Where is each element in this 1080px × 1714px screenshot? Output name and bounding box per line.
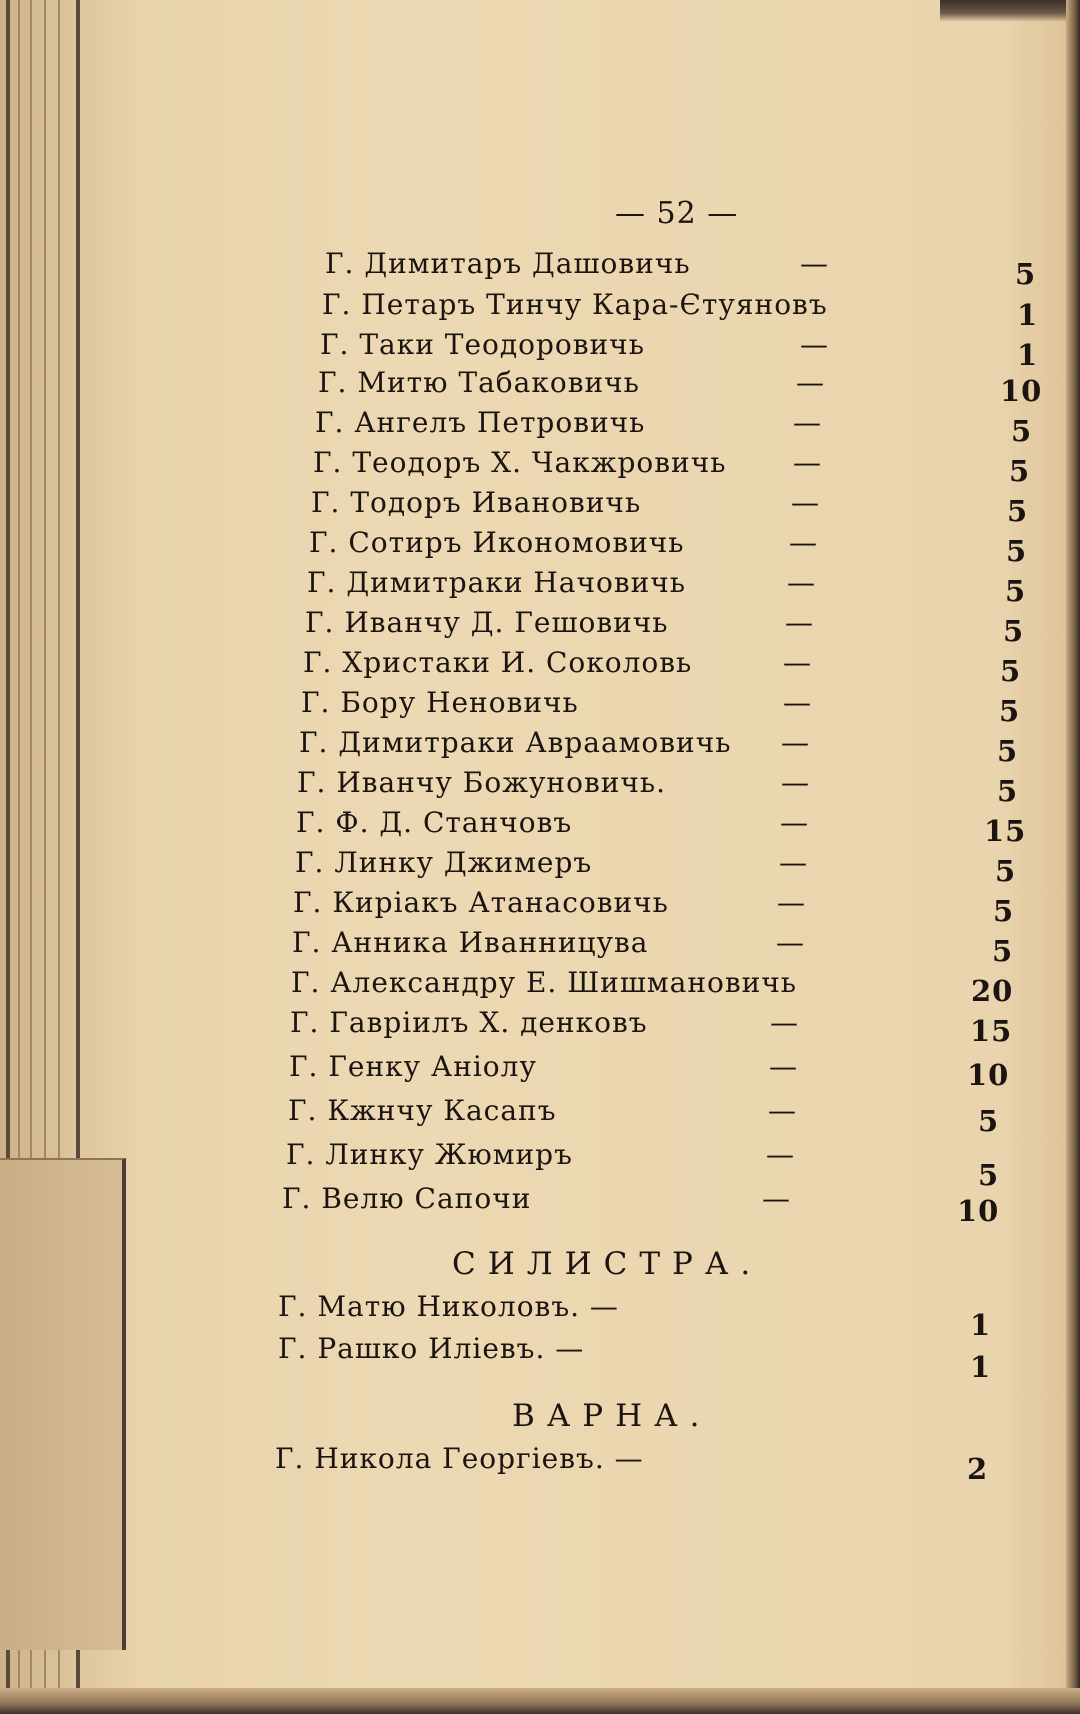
- section-heading-silistra: СИЛИСТРА.: [452, 1246, 763, 1282]
- donor-name: Г. Рашко Иліевъ. —: [278, 1332, 585, 1365]
- donation-amount: 5: [1015, 257, 1037, 291]
- binding-edge: [1066, 0, 1080, 1714]
- list-item: [293, 886, 1015, 928]
- donor-name: Г. Петаръ Тинчу Кара-Єтуяновъ: [322, 288, 828, 321]
- donor-name: Г. Митю Табаковичь: [318, 366, 640, 399]
- section-heading-varna: ВАРНА.: [512, 1398, 712, 1434]
- list-item: [282, 1182, 1000, 1228]
- list-item: [275, 1442, 989, 1486]
- binding-edge: [0, 1688, 1080, 1714]
- dash: —: [783, 646, 812, 679]
- dash: —: [777, 886, 806, 919]
- donor-name: Г. Христаки И. Соколовь: [303, 646, 693, 679]
- list-item: [309, 526, 1028, 568]
- dash: —: [787, 566, 816, 599]
- dash: —: [768, 1094, 797, 1127]
- dash: —: [793, 406, 822, 439]
- dash: —: [769, 1050, 798, 1083]
- donor-name: Г. Бору Неновичь: [301, 686, 579, 719]
- dash: —: [781, 726, 810, 759]
- donation-amount: 5: [997, 734, 1019, 768]
- donor-name: Г. Матю Николовъ. —: [278, 1290, 619, 1323]
- donor-name: Г. Линку Джимеръ: [295, 846, 593, 879]
- donor-name: Г. Иванчу Божуновичь.: [297, 766, 667, 799]
- page-number: — 52 —: [615, 196, 739, 231]
- donor-name: Г. Сотиръ Икономовичь: [309, 526, 685, 559]
- donation-amount: 5: [1009, 454, 1031, 488]
- donation-amount: 10: [967, 1058, 1010, 1092]
- list-item: [295, 846, 1017, 888]
- donation-amount: 5: [993, 894, 1015, 928]
- donor-name: Г. Александру Е. Шишмановичь: [291, 966, 798, 999]
- list-item: [313, 446, 1031, 488]
- donation-amount: 5: [997, 774, 1019, 808]
- donation-amount: 5: [978, 1158, 1000, 1192]
- donation-amount: 1: [1017, 298, 1039, 332]
- donation-amount: 1: [970, 1350, 992, 1384]
- donation-amount: 10: [957, 1194, 1000, 1228]
- donation-amount: 5: [978, 1104, 1000, 1138]
- list-item: [322, 288, 1039, 332]
- donor-name: Г. Велю Сапочи: [282, 1182, 532, 1215]
- donor-name: Г. Генку Аніолу: [289, 1050, 537, 1083]
- list-item: [299, 726, 1019, 768]
- dash: —: [779, 846, 808, 879]
- page-insert: [0, 1158, 126, 1650]
- list-item: [288, 1094, 1000, 1138]
- donor-name: Г. Таки Теодоровичь: [320, 328, 645, 361]
- dash: —: [781, 766, 810, 799]
- donor-name: Г. Димитраки Авраамовичь: [299, 726, 732, 759]
- list-item: [325, 247, 1037, 291]
- list-item: [301, 686, 1021, 728]
- donor-name: Г. Анника Иванницува: [292, 926, 649, 959]
- dash: —: [789, 526, 818, 559]
- donor-name: Г. Теодоръ Х. Чакжровичь: [313, 446, 727, 479]
- dash: —: [762, 1182, 791, 1215]
- list-item: [315, 406, 1033, 448]
- dash: —: [783, 686, 812, 719]
- donation-amount: 5: [1011, 414, 1033, 448]
- donation-amount: 5: [999, 694, 1021, 728]
- list-item: [303, 646, 1022, 688]
- donation-amount: 1: [1017, 338, 1039, 372]
- donation-amount: 15: [984, 814, 1027, 848]
- dash: —: [766, 1138, 795, 1171]
- donor-name: Г. Иванчу Д. Гешовичь: [305, 606, 669, 639]
- list-item: [311, 486, 1029, 528]
- list-item: [296, 806, 1027, 848]
- dash: —: [780, 806, 809, 839]
- donor-name: Г. Ф. Д. Станчовъ: [296, 806, 573, 839]
- dash: —: [785, 606, 814, 639]
- list-item: [290, 1006, 1013, 1048]
- donor-name: Г. Никола Георгіевъ. —: [275, 1442, 644, 1475]
- list-item: [291, 966, 1014, 1008]
- donation-amount: 5: [1005, 574, 1027, 608]
- donation-amount: 5: [1003, 614, 1025, 648]
- donation-amount: 1: [970, 1308, 992, 1342]
- dash: —: [800, 247, 829, 280]
- donor-name: Г. Ангелъ Петровичь: [315, 406, 646, 439]
- binding-corner: [940, 0, 1080, 22]
- donor-name: Г. Димитаръ Дашовичь: [325, 247, 691, 280]
- list-item: [286, 1138, 1000, 1192]
- donation-amount: 2: [967, 1452, 989, 1486]
- donation-amount: 5: [1006, 534, 1028, 568]
- list-item: [292, 926, 1014, 968]
- donation-amount: 5: [992, 934, 1014, 968]
- list-item: [318, 366, 1043, 408]
- list-item: [305, 606, 1025, 648]
- dash: —: [770, 1006, 799, 1039]
- list-item: [278, 1290, 992, 1342]
- donor-name: Г. Киріакъ Атанасовичь: [293, 886, 669, 919]
- donation-amount: 10: [1000, 374, 1043, 408]
- dash: —: [791, 486, 820, 519]
- donor-name: Г. Линку Жюмиръ: [286, 1138, 573, 1171]
- donor-name: Г. Кжнчу Касапъ: [288, 1094, 557, 1127]
- dash: —: [793, 446, 822, 479]
- dash: —: [800, 328, 829, 361]
- donation-amount: 5: [995, 854, 1017, 888]
- list-item: [278, 1332, 992, 1384]
- donor-name: Г. Гавріилъ Х. денковъ: [290, 1006, 648, 1039]
- list-item: [320, 328, 1039, 372]
- list-item: [289, 1050, 1010, 1092]
- dash: —: [776, 926, 805, 959]
- donor-name: Г. Димитраки Начовичь: [307, 566, 687, 599]
- list-item: [307, 566, 1027, 608]
- donation-amount: 5: [1007, 494, 1029, 528]
- donation-amount: 15: [970, 1014, 1013, 1048]
- donation-amount: 5: [1000, 654, 1022, 688]
- dash: —: [796, 366, 825, 399]
- list-item: [297, 766, 1019, 808]
- donation-amount: 20: [971, 974, 1014, 1008]
- donor-name: Г. Тодоръ Ивановичь: [311, 486, 642, 519]
